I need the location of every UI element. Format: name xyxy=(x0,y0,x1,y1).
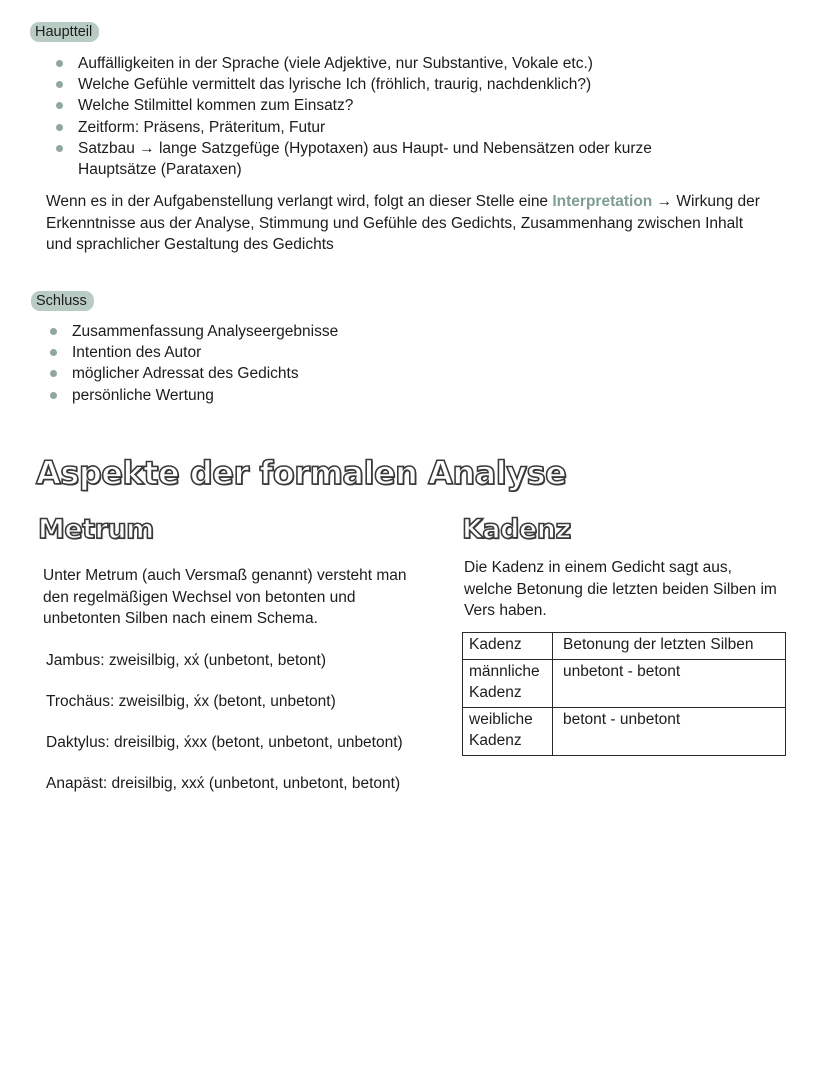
table-header-row xyxy=(463,633,786,660)
table-header-cell: Betonung der letzten Silben xyxy=(553,633,786,660)
paragraph-text-start: Wenn es in der Aufgabenstellung verlangt wird, folgt an dieser Stelle eine xyxy=(46,193,549,210)
list-item: Welche Gefühle vermittelt das lyrische Ich (fröhlich, traurig, nachdenklich?) xyxy=(54,74,734,95)
list-item: Welche Stilmittel kommen zum Einsatz? xyxy=(54,95,734,116)
table-cell: betont - unbetont xyxy=(553,708,786,756)
interpretation-paragraph xyxy=(46,191,766,256)
paragraph-text-end: → Wirkung der Erkenntnisse aus der Analyse, Stimmung und Gefühle des Gedichts, Zusammenhang zwischen Inhalt und sprachlicher Gestaltung des Gedichts xyxy=(46,193,760,253)
interpretation-highlight: Interpretation xyxy=(552,193,653,210)
list-item: Satzbau → lange Satzgefüge (Hypotaxen) aus Haupt- und Nebensätzen oder kurze Hauptsätze (Parataxen) xyxy=(54,138,698,180)
formal-analysis-heading: Aspekte der formalen Analyse xyxy=(36,454,567,492)
section-tag-hauptteil: Hauptteil xyxy=(30,22,99,42)
list-item: Zusammenfassung Analyseergebnisse xyxy=(48,321,648,342)
list-item: Intention des Autor xyxy=(48,342,648,363)
metrum-heading: Metrum xyxy=(38,514,154,545)
metrum-definition: Unter Metrum (auch Versmaß genannt) versteht man den regelmäßigen Wechsel von betonten und unbetonten Silben nach einem Schema. xyxy=(43,567,407,627)
table-cell: männliche Kadenz xyxy=(463,660,553,708)
kadenz-table xyxy=(462,632,786,756)
list-item: Zeitform: Präsens, Präteritum, Futur xyxy=(54,117,734,138)
kadenz-definition: Die Kadenz in einem Gedicht sagt aus, welche Betonung die letzten beiden Silben im Vers haben. xyxy=(464,559,777,619)
metrum-example: Anapäst: dreisilbig, xxx́ (unbetont, unbetont, betont) xyxy=(46,775,401,792)
table-row xyxy=(463,660,786,708)
table-cell: weibliche Kadenz xyxy=(463,708,553,756)
list-item: persönliche Wertung xyxy=(48,385,648,406)
table-cell: unbetont - betont xyxy=(553,660,786,708)
list-item: Auffälligkeiten in der Sprache (viele Adjektive, nur Substantive, Vokale etc.) xyxy=(54,53,734,74)
metrum-example: Trochäus: zweisilbig, x́x (betont, unbetont) xyxy=(46,693,336,710)
kadenz-heading: Kadenz xyxy=(462,514,571,545)
hauptteil-list xyxy=(54,53,734,180)
list-item: möglicher Adressat des Gedichts xyxy=(48,363,648,384)
schluss-list xyxy=(48,321,648,406)
metrum-example: Daktylus: dreisilbig, x́xx (betont, unbetont, unbetont) xyxy=(46,734,403,751)
table-row xyxy=(463,708,786,756)
section-tag-schluss: Schluss xyxy=(31,291,94,311)
metrum-example: Jambus: zweisilbig, xx́ (unbetont, betont) xyxy=(46,652,326,669)
table-header-cell: Kadenz xyxy=(463,633,553,660)
